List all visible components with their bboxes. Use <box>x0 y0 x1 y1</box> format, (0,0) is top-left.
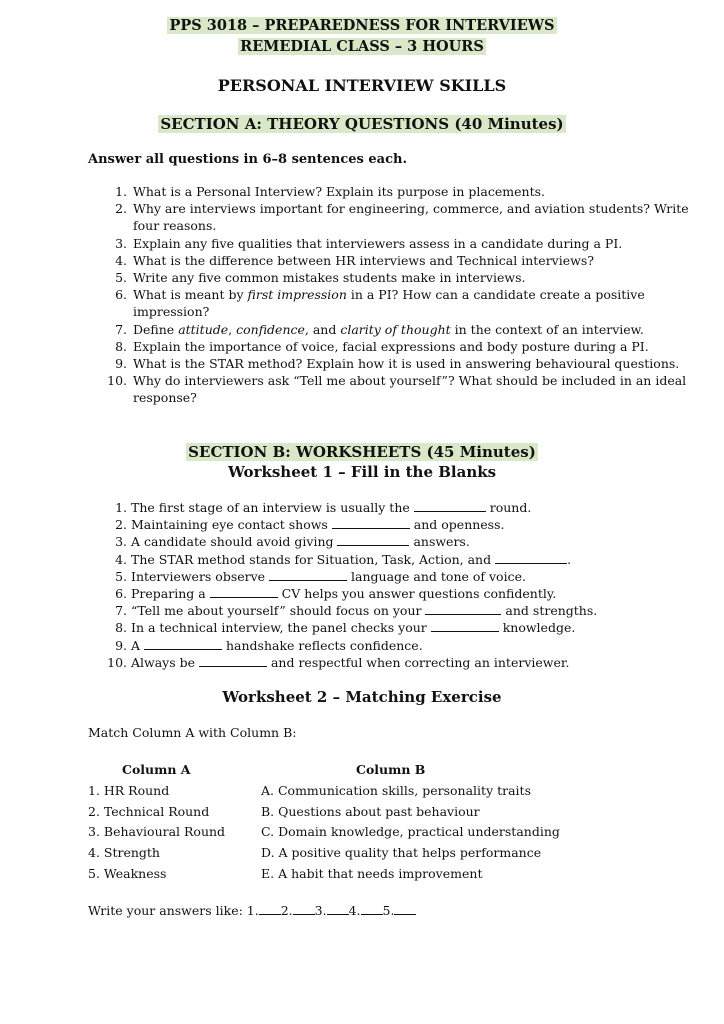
fill-blank-item-9: 9. A handshake reflects confidence. <box>131 637 691 654</box>
section-a-heading: SECTION A: THEORY QUESTIONS (40 Minutes) <box>160 115 564 133</box>
answer-number: 2. <box>280 903 293 918</box>
answer-slots <box>247 903 417 918</box>
blank-line[interactable] <box>431 619 499 632</box>
column-a-item: 3. Behavioural Round <box>88 824 226 840</box>
blank-line[interactable] <box>332 516 410 529</box>
matching-instruction: Match Column A with Column B: <box>88 725 297 740</box>
column-b-heading: Column B <box>356 762 426 777</box>
column-b-item: D. A positive quality that helps performance <box>261 845 542 861</box>
column-a-item: 4. Strength <box>88 845 160 861</box>
answer-number: 1. <box>246 903 259 918</box>
answer-blank[interactable] <box>361 903 383 915</box>
answer-prompt: Write your answers like: <box>88 903 243 918</box>
course-header-line1 <box>0 16 724 36</box>
course-header-line2 <box>0 37 724 57</box>
theory-question-9: 9. What is the STAR method? Explain how it is used in answering behavioural questions. <box>131 355 691 372</box>
fill-blank-item-1: 1. The first stage of an interview is usually the round. <box>131 499 691 516</box>
column-a-heading: Column A <box>122 762 191 777</box>
theory-questions-list <box>88 183 691 407</box>
fill-blank-item-2: 2. Maintaining eye contact shows and openness. <box>131 516 691 533</box>
answer-blank[interactable] <box>327 903 349 915</box>
fill-blank-item-5: 5. Interviewers observe language and tone of voice. <box>131 568 691 585</box>
column-a-item: 5. Weakness <box>88 865 167 881</box>
theory-question-8: 8. Explain the importance of voice, facial expressions and body posture during a PI. <box>131 338 691 355</box>
blank-line[interactable] <box>269 568 347 581</box>
column-b-item: C. Domain knowledge, practical understanding <box>261 824 560 840</box>
blank-line[interactable] <box>337 533 409 546</box>
blank-line[interactable] <box>144 637 222 650</box>
fill-blank-item-3: 3. A candidate should avoid giving answers. <box>131 533 691 550</box>
column-b-item: B. Questions about past behaviour <box>261 803 480 819</box>
blank-line[interactable] <box>425 602 501 615</box>
worksheet-1-title: Worksheet 1 – Fill in the Blanks <box>227 463 497 481</box>
course-code-title: PPS 3018 – PREPAREDNESS FOR INTERVIEWS <box>169 17 555 34</box>
answer-format-line <box>88 903 416 918</box>
section-a-instruction: Answer all questions in 6–8 sentences each. <box>88 152 407 167</box>
fill-blank-item-4: 4. The STAR method stands for Situation, Task, Action, and . <box>131 551 691 568</box>
section-b-heading: SECTION B: WORKSHEETS (45 Minutes) <box>188 443 536 461</box>
answer-blank[interactable] <box>394 903 416 915</box>
answer-number: 5. <box>382 903 395 918</box>
theory-question-4: 4. What is the difference between HR interviews and Technical interviews? <box>131 252 691 269</box>
blank-line[interactable] <box>199 654 267 667</box>
column-a-item: 1. HR Round <box>88 783 170 798</box>
theory-question-7: 7. Define attitude, confidence, and clarity of thought in the context of an interview. <box>131 321 691 338</box>
section-b-heading-row <box>0 443 724 461</box>
fill-blank-item-10: 10. Always be and respectful when correcting an interviewer. <box>131 654 691 671</box>
blank-line[interactable] <box>495 551 567 564</box>
blank-line[interactable] <box>414 499 486 512</box>
blank-line[interactable] <box>210 585 278 598</box>
theory-question-6: 6. What is meant by first impression in a PI? How can a candidate create a positive impression? <box>131 286 691 320</box>
answer-blank[interactable] <box>259 903 281 915</box>
theory-question-1: 1. What is a Personal Interview? Explain its purpose in placements. <box>131 183 691 200</box>
answer-number: 4. <box>348 903 361 918</box>
column-b-item: A. Communication skills, personality traits <box>261 783 531 798</box>
column-b-item: E. A habit that needs improvement <box>261 865 483 881</box>
theory-question-5: 5. Write any five common mistakes students make in interviews. <box>131 269 691 286</box>
column-a-item: 2. Technical Round <box>88 803 210 819</box>
theory-question-2: 2. Why are interviews important for engineering, commerce, and aviation students? Write four reasons. <box>131 200 691 234</box>
answer-blank[interactable] <box>293 903 315 915</box>
fill-blank-item-6: 6. Preparing a CV helps you answer questions confidently. <box>131 585 691 602</box>
document-title: PERSONAL INTERVIEW SKILLS <box>217 76 507 95</box>
fill-blank-item-7: 7. “Tell me about yourself” should focus on your and strengths. <box>131 602 691 619</box>
fill-blank-item-8: 8. In a technical interview, the panel checks your knowledge. <box>131 619 691 636</box>
section-a-heading-row <box>0 115 724 133</box>
theory-question-10: 10. Why do interviewers ask “Tell me about yourself”? What should be included in an ideal response? <box>131 372 691 406</box>
theory-question-3: 3. Explain any five qualities that interviewers assess in a candidate during a PI. <box>131 235 691 252</box>
fill-blanks-list <box>88 499 691 671</box>
class-duration: REMEDIAL CLASS – 3 HOURS <box>240 38 484 55</box>
answer-number: 3. <box>314 903 327 918</box>
worksheet-2-title: Worksheet 2 – Matching Exercise <box>222 688 502 706</box>
